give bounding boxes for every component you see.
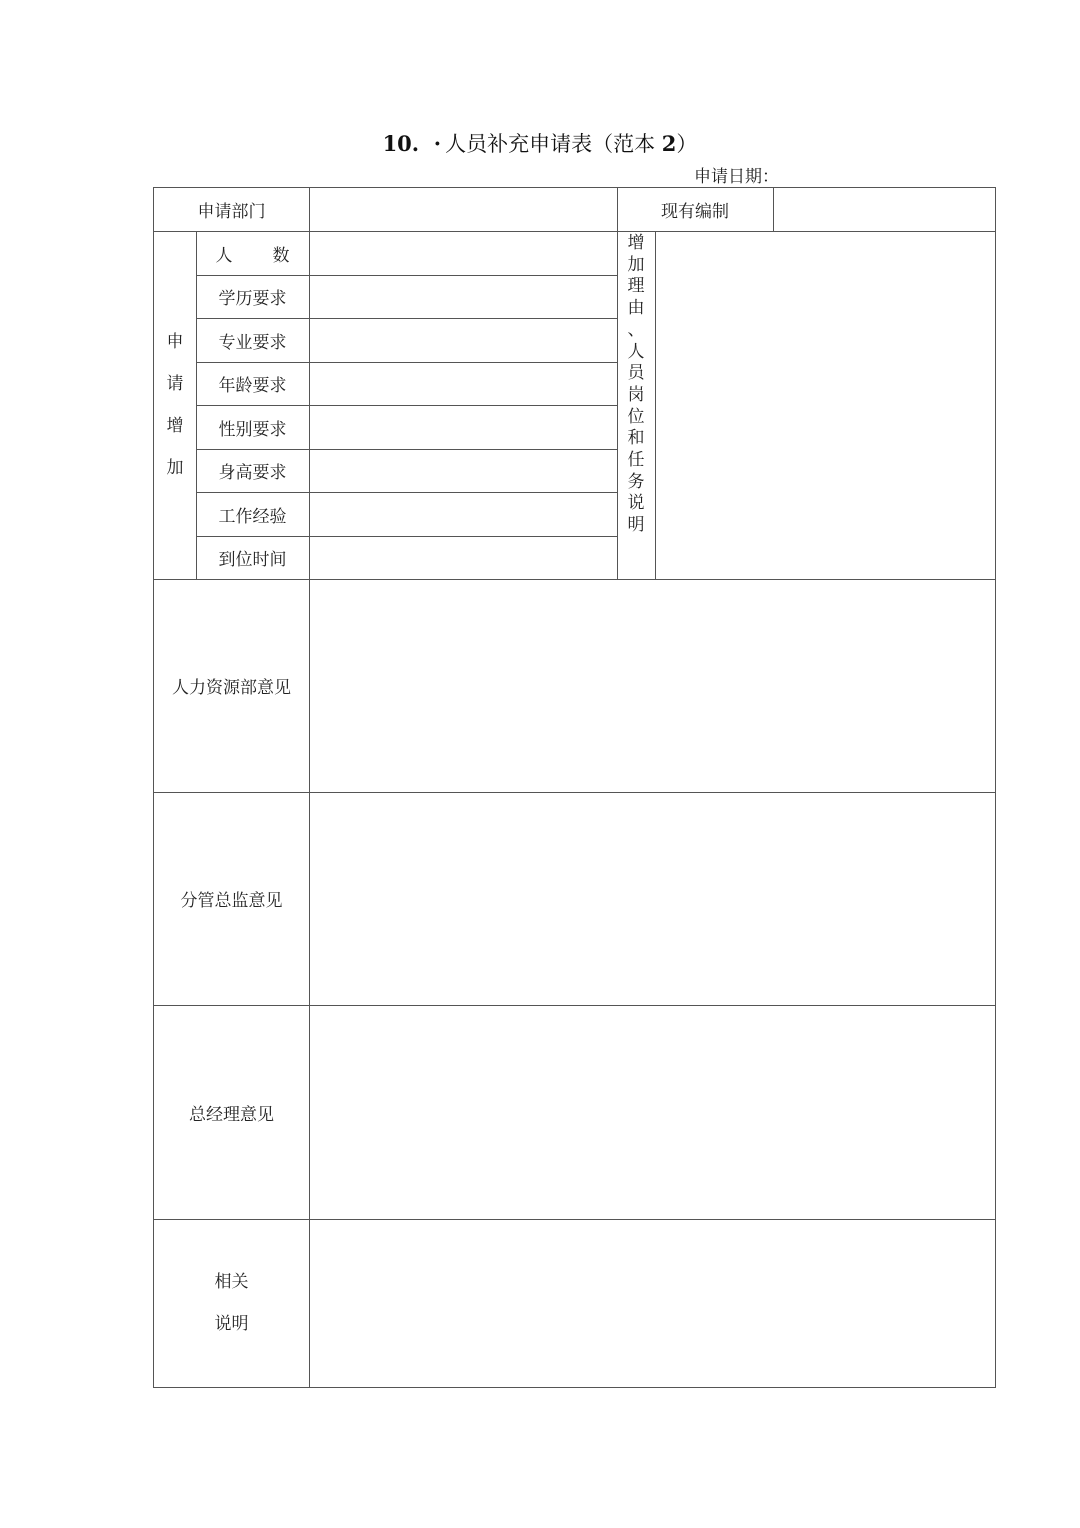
requirement-label-gender: 性别要求 <box>218 419 287 440</box>
hr-opinion-label: 人力资源部意见 <box>172 678 291 698</box>
requirement-input-education[interactable] <box>309 275 617 318</box>
requirement-input-experience[interactable] <box>309 492 617 536</box>
application-date-label: 申请日期： <box>694 167 779 187</box>
increase-group-label <box>154 231 196 578</box>
grid-line <box>196 449 617 450</box>
title-bullet: · <box>433 131 442 156</box>
gm-opinion-label: 总经理意见 <box>189 1104 274 1125</box>
notes-input[interactable] <box>309 1219 995 1387</box>
requirement-label-experience: 工作经验 <box>218 506 287 527</box>
grid-line <box>196 492 617 493</box>
grid-line <box>196 536 617 537</box>
grid-line <box>154 1005 995 1006</box>
director-opinion-input[interactable] <box>309 792 995 1005</box>
grid-line <box>196 275 617 276</box>
increase-reason-label: 增 加 理 由 、 人 员 岗 位 和 任 务 说 明 <box>627 233 645 536</box>
requirement-input-gender[interactable] <box>309 405 617 449</box>
grid-line <box>196 318 617 319</box>
increase-char: 请 <box>166 373 184 394</box>
requirement-input-height[interactable] <box>309 449 617 492</box>
director-opinion-label: 分管总监意见 <box>180 891 283 911</box>
requirement-label-height: 身高要求 <box>218 463 287 483</box>
requirement-input-onboard-time[interactable] <box>309 536 617 579</box>
requirement-label-onboard-time: 到位时间 <box>218 550 287 570</box>
requirement-input-major[interactable] <box>309 318 617 362</box>
form-title <box>0 128 1080 158</box>
requirement-input-age[interactable] <box>309 362 617 405</box>
grid-line <box>196 405 617 406</box>
grid-line <box>655 231 656 579</box>
increase-char: 加 <box>166 457 184 478</box>
title-text: 人员补充申请表（范本 <box>445 132 656 156</box>
requirement-label-age: 年龄要求 <box>218 376 287 396</box>
grid-line <box>773 188 774 231</box>
increase-char: 申 <box>166 331 184 352</box>
headcount-input[interactable] <box>773 188 995 231</box>
grid-line <box>196 362 617 363</box>
department-label: 申请部门 <box>197 202 266 222</box>
grid-line <box>309 188 310 231</box>
title-number: 10. <box>382 131 420 156</box>
grid-line <box>154 1219 995 1220</box>
notes-label: 相关 说明 <box>214 1272 249 1334</box>
title-close: ） <box>676 132 698 156</box>
grid-line <box>617 188 618 579</box>
grid-line <box>154 792 995 793</box>
requirement-label-count: 人 数 <box>215 245 290 266</box>
department-input[interactable] <box>309 188 617 231</box>
hr-opinion-input[interactable] <box>309 579 995 792</box>
headcount-label: 现有编制 <box>661 202 729 222</box>
grid-line <box>196 231 197 579</box>
application-form-table <box>153 187 996 1388</box>
grid-line <box>309 231 310 1387</box>
increase-char: 增 <box>166 415 184 436</box>
requirement-label-major: 专业要求 <box>218 332 287 353</box>
title-version: 2 <box>661 131 677 156</box>
requirement-input-count[interactable] <box>309 231 617 275</box>
increase-reason-input[interactable] <box>655 231 995 579</box>
requirement-label-education: 学历要求 <box>218 289 287 309</box>
gm-opinion-input[interactable] <box>309 1005 995 1219</box>
grid-line <box>154 579 995 580</box>
grid-line <box>154 231 995 232</box>
